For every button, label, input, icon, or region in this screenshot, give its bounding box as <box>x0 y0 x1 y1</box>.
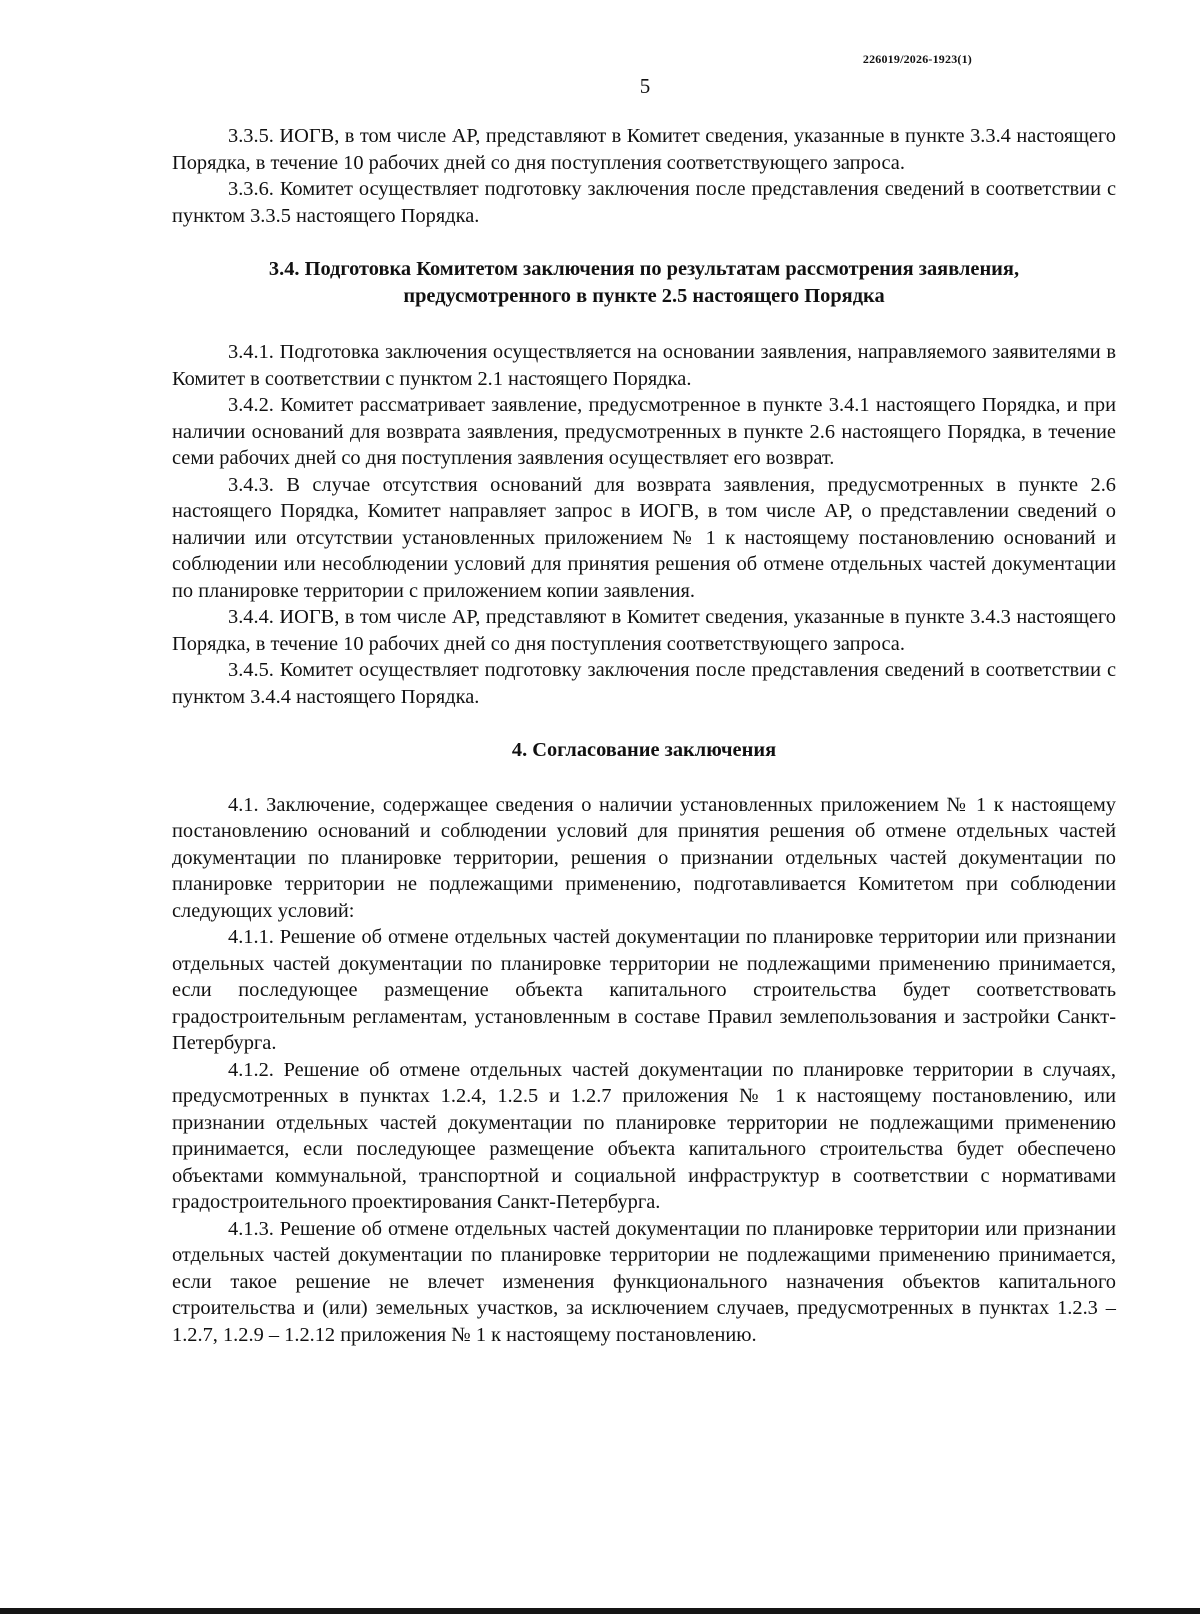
section-3-4-heading <box>172 256 1116 309</box>
paragraph-4-1: 4.1. Заключение, содержащее сведения о наличии установленных приложением № 1 к настоящему постановлению оснований и соблюдении условий для принятия решения об отмене отдельных частей документации по планировке территории, решения о признании отдельных частей документации по планировке территории не подлежащими применению, подготавливается Комитетом при соблюдении следующих условий: <box>172 793 1116 922</box>
paragraph-3-4-4: 3.4.4. ИОГВ, в том числе АР, представляют в Комитет сведения, указанные в пункте 3.4.3 настоящего Порядка, в течение 10 рабочих дней со дня поступления соответствующего запроса. <box>172 606 1116 655</box>
paragraph-3-4-2: 3.4.2. Комитет рассматривает заявление, предусмотренное в пункте 3.4.1 настоящего Порядка, и при наличии оснований для возврата заявления, предусмотренных в пункте 2.6 настоящего Порядка, в течение семи рабочих дней со дня поступления заявления осуществляет его возврат. <box>172 394 1116 469</box>
section-3-4-heading-line-2: предусмотренного в пункте 2.5 настоящего Порядка <box>403 284 885 307</box>
paragraph-3-4-5: 3.4.5. Комитет осуществляет подготовку заключения после представления сведений в соответствии с пунктом 3.4.4 настоящего Порядка. <box>172 659 1116 708</box>
paragraph-3-3-5: 3.3.5. ИОГВ, в том числе АР, представляют в Комитет сведения, указанные в пункте 3.3.4 настоящего Порядка, в течение 10 рабочих дней со дня поступления соответствующего запроса. <box>172 125 1116 174</box>
document-body <box>172 123 1116 1348</box>
paragraph-4-1-2: 4.1.2. Решение об отмене отдельных частей документации по планировке территории в случаях, предусмотренных в пунктах 1.2.4, 1.2.5 и 1.2.7 приложения № 1 к настоящему постановлению, или признании отдельных частей документации по планировке территории не подлежащими применению принимается, если последующее размещение объекта капитального строительства будет обеспечено объектами коммунальной, транспортной и социальной инфраструктур в соответствии с нормативами градостроительного проектирования Санкт-Петербурга. <box>172 1058 1116 1213</box>
section-3-4-heading-line-1: 3.4. Подготовка Комитетом заключения по результатам рассмотрения заявления, <box>268 258 1020 280</box>
page-number: 5 <box>639 74 651 98</box>
paragraph-3-4-3: 3.4.3. В случае отсутствия оснований для возврата заявления, предусмотренных в пункте 2.6 настоящего Порядка, Комитет направляет запрос в ИОГВ, в том числе АР, о представлении сведений о наличии или отсутствии установленных приложением № 1 к настоящему постановлению оснований и соблюдении или несоблюдении условий для принятия решения об отмене отдельных частей документации по планировке территории с приложением копии заявления. <box>172 473 1116 602</box>
paragraph-4-1-1: 4.1.1. Решение об отмене отдельных частей документации по планировке территории или признании отдельных частей документации по планировке территории не подлежащими применению принимается, если последующее размещение объекта капитального строительства будет соответствовать градостроительным регламентам, установленным в составе Правил землепользования и застройки Санкт-Петербурга. <box>172 926 1116 1054</box>
paragraph-3-4-1: 3.4.1. Подготовка заключения осуществляется на основании заявления, направляемого заявителями в Комитет в соответствии с пунктом 2.1 настоящего Порядка. <box>172 341 1116 390</box>
document-id: 226019/2026-1923(1) <box>862 52 972 66</box>
paragraph-3-3-6: 3.3.6. Комитет осуществляет подготовку заключения после представления сведений в соответствии с пунктом 3.3.5 настоящего Порядка. <box>172 178 1116 227</box>
scan-edge-divider <box>0 1608 1200 1614</box>
section-4-heading: 4. Согласование заключения <box>511 739 777 761</box>
paragraph-4-1-3: 4.1.3. Решение об отмене отдельных частей документации по планировке территории или признании отдельных частей документации по планировке территории не подлежащими применению принимается, если такое решение не влечет изменения функционального назначения объектов капитального строительства и (или) земельных участков, за исключением случаев, предусмотренных в пунктах 1.2.3 – 1.2.7, 1.2.9 – 1.2.12 приложения № 1 к настоящему постановлению. <box>172 1217 1116 1346</box>
